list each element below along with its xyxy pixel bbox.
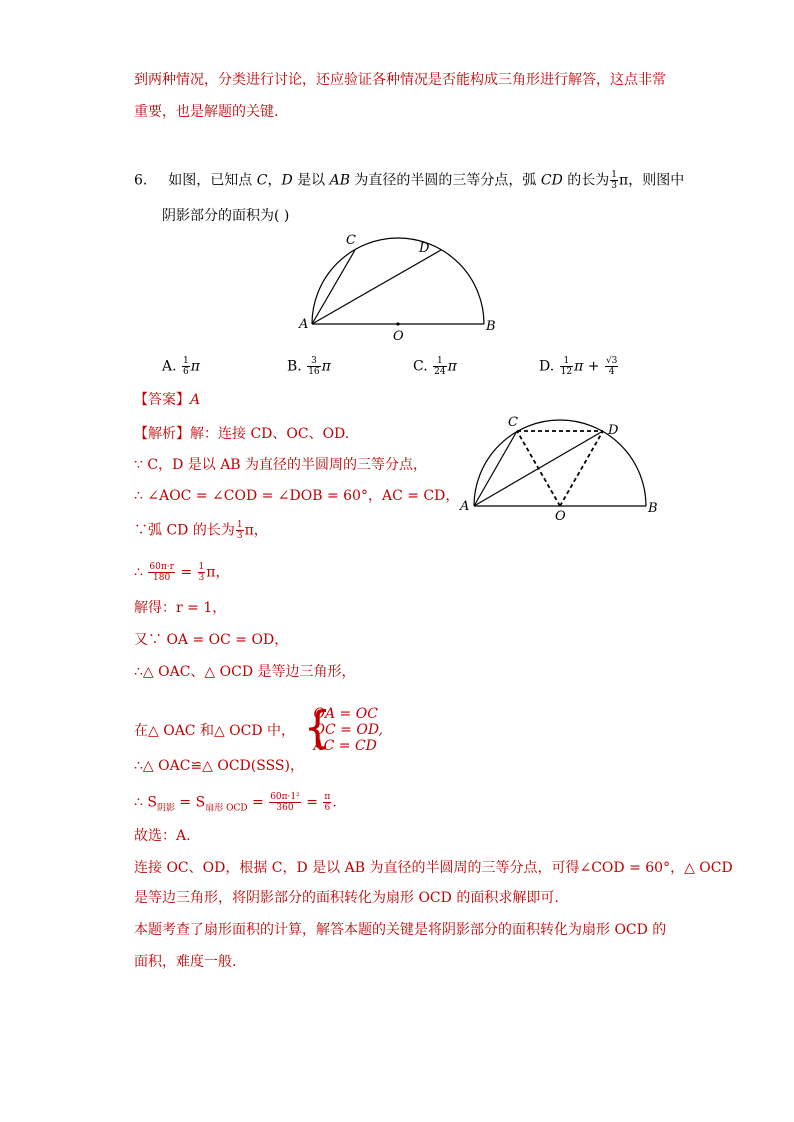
fraction-num: 3 <box>307 356 320 367</box>
analysis-line-16: 面积，难度一般. <box>134 954 237 970</box>
fraction-den: 3 <box>198 573 205 583</box>
fraction-num: 1 <box>433 356 446 367</box>
fraction-num: 1 <box>183 356 189 366</box>
fraction-num: √3 <box>605 356 618 366</box>
analysis-text: 解：连接 CD、OC、OD. <box>190 426 350 442</box>
subscript: 阴影 <box>156 803 175 814</box>
fraction-num: 1 <box>611 170 618 180</box>
fraction-den: 16 <box>308 367 320 377</box>
question-text: 是以 <box>292 172 330 189</box>
answer-label: 【答案】 <box>134 392 190 408</box>
analysis-line-2: ∵ C，D 是以 AB 为直径的半圆周的三等分点， <box>134 457 428 473</box>
analysis-text: 在△ OAC 和△ OCD 中， <box>134 723 296 739</box>
option-letter: D. <box>539 358 555 375</box>
question-text: 为直径的半圆的三等分点，弧 <box>349 172 541 189</box>
label-c: C <box>346 233 356 248</box>
fraction-den: 3 <box>236 531 243 541</box>
question-text: π，则图中 <box>619 172 685 189</box>
intro-line-1: 到两种情况，分类进行讨论，还应验证各种情况是否能构成三角形进行解答，这点非常 <box>134 72 666 88</box>
fraction-num: 60π·1² <box>270 792 300 802</box>
option-fraction-2 <box>605 356 618 377</box>
brace-icon: { <box>303 702 332 753</box>
equals-sign: = <box>301 794 323 811</box>
fraction-den: 3 <box>611 181 618 191</box>
fraction-num: π <box>324 792 331 802</box>
answer-line <box>134 390 200 410</box>
period: . <box>332 794 337 811</box>
equation-1: OA = OC <box>313 706 378 722</box>
option-letter: C. <box>413 358 428 375</box>
subscript: 扇形 OCD <box>205 803 248 814</box>
equals-sign: = <box>247 794 269 811</box>
equation-3: AC = CD <box>313 738 377 754</box>
analysis-line-10: ∴△ OAC≌△ OCD(SSS)， <box>134 758 304 774</box>
fraction <box>148 562 175 583</box>
point-d: D <box>281 172 293 189</box>
fraction-num: 1 <box>560 356 573 367</box>
analysis-text: ∵弧 CD 的长为 <box>134 522 235 539</box>
question-line-2: 阴影部分的面积为( ) <box>162 208 290 224</box>
label-a: A <box>299 317 309 332</box>
equation-2: OC = OD, <box>313 722 383 738</box>
arc-cd: CD <box>540 172 563 189</box>
fraction <box>236 520 244 541</box>
label-o: O <box>555 509 566 524</box>
figure-solution <box>456 410 666 525</box>
option-tail: π <box>321 358 331 375</box>
option-c <box>413 356 457 377</box>
analysis-text: π， <box>244 522 268 539</box>
comma: ， <box>267 172 282 189</box>
analysis-line-6: 解得：r = 1， <box>134 600 227 616</box>
option-tail: π <box>447 358 457 375</box>
fraction <box>269 792 301 813</box>
option-tail: π <box>190 358 200 375</box>
semicircle-arc <box>312 238 484 324</box>
option-d <box>539 356 619 377</box>
label-b: B <box>648 501 658 516</box>
analysis-line-11 <box>134 792 337 818</box>
analysis-line-9 <box>134 702 383 756</box>
option-b <box>287 356 331 377</box>
fraction-den: 6 <box>324 803 331 813</box>
fraction <box>198 562 206 583</box>
fraction-den: 12 <box>560 367 573 377</box>
chord-ac <box>474 431 517 506</box>
label-a: A <box>460 499 470 514</box>
dashed-od <box>560 431 603 506</box>
point-c: C <box>256 172 268 189</box>
fraction-num: 60π·r <box>149 562 174 572</box>
option-a <box>162 356 200 377</box>
equation-system <box>303 702 383 756</box>
fraction <box>610 170 618 191</box>
figure-semicircle <box>290 228 510 348</box>
fraction-num: 1 <box>236 520 243 530</box>
question-line-1 <box>134 170 684 191</box>
fraction-den: 360 <box>276 803 294 813</box>
fraction-num: 1 <box>198 562 205 572</box>
label-c: C <box>508 415 518 430</box>
question-number: 6. <box>134 172 148 189</box>
fraction <box>323 792 331 813</box>
analysis-line-8: ∴△ OAC、△ OCD 是等边三角形， <box>134 664 356 680</box>
analysis-line-15: 本题考查了扇形面积的计算，解答本题的关键是将阴影部分的面积转化为扇形 OCD 的 <box>134 922 667 938</box>
chord-ac <box>312 250 355 324</box>
therefore-symbol: ∴ <box>134 564 143 581</box>
analysis-line-4 <box>134 520 268 541</box>
chord-ad <box>312 250 441 324</box>
intro-line-2: 重要，也是解题的关键. <box>134 104 279 120</box>
analysis-label: 【解析】 <box>134 426 190 442</box>
option-tail: π + <box>574 358 600 375</box>
label-b: B <box>486 319 496 334</box>
analysis-line-14: 是等边三角形，将阴影部分的面积转化为扇形 OCD 的面积求解即可. <box>134 890 559 906</box>
label-d: D <box>419 241 430 256</box>
dashed-oc <box>517 431 560 506</box>
equals-sign: = <box>180 564 193 581</box>
option-fraction <box>307 356 320 377</box>
segment-ab: AB <box>329 172 350 189</box>
analysis-line-7: 又∵ OA = OC = OD， <box>134 632 289 648</box>
label-d: D <box>608 423 619 438</box>
analysis-line-3: ∴ ∠AOC = ∠COD = ∠DOB = 60°，AC = CD， <box>134 488 460 504</box>
fraction-den: 180 <box>153 573 171 583</box>
semicircle-arc <box>474 420 646 506</box>
question-text: 如图，已知点 <box>168 172 257 189</box>
fraction-den: 24 <box>434 367 446 377</box>
option-fraction <box>433 356 446 377</box>
analysis-line-12: 故选：A. <box>134 828 191 844</box>
answer-value: A <box>190 392 201 408</box>
label-o: O <box>393 329 404 344</box>
analysis-text: ∴ S <box>134 794 157 811</box>
analysis-text: = S <box>174 794 206 811</box>
center-point <box>396 322 399 325</box>
analysis-line-5 <box>134 562 229 583</box>
analysis-line-13: 连接 OC、OD，根据 C，D 是以 AB 为直径的半圆周的三等分点，可得∠COD = 60°，△ OCD <box>134 860 733 876</box>
fraction-den: 4 <box>608 367 615 377</box>
option-fraction <box>182 356 190 377</box>
option-letter: A. <box>162 358 177 375</box>
option-letter: B. <box>287 358 302 375</box>
option-fraction <box>560 356 573 377</box>
question-text: 的长为 <box>562 172 610 189</box>
analysis-text: π， <box>206 564 230 581</box>
fraction-den: 6 <box>183 367 189 377</box>
analysis-line-1 <box>134 424 349 444</box>
